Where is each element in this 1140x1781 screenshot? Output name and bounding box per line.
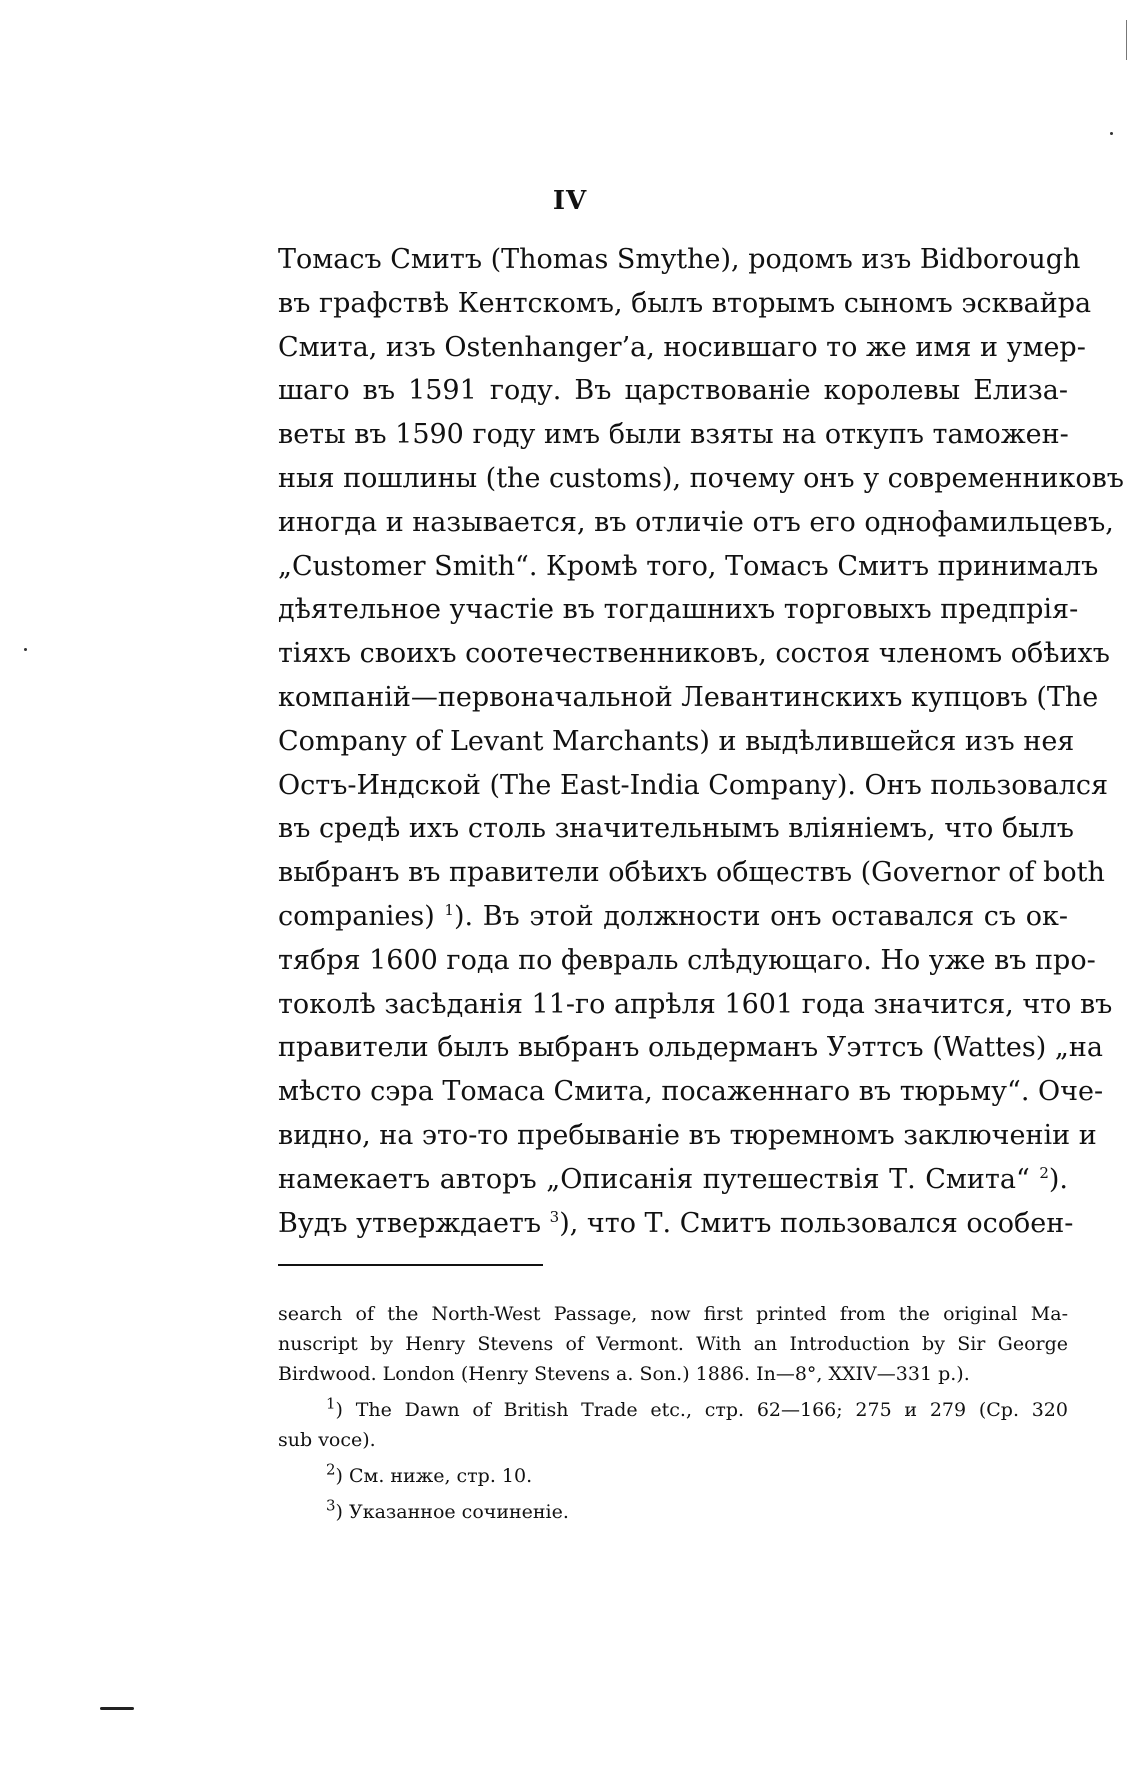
footnote-1-continuation: sub voce). bbox=[278, 1429, 376, 1451]
footnote-1 bbox=[278, 1395, 1068, 1425]
text-segment: намекаетъ авторъ „Описанія путешествія Т. Смита“ bbox=[278, 1163, 1030, 1195]
text-line-with-ref bbox=[278, 1202, 1074, 1246]
footnote-ref-3: 3 bbox=[549, 1207, 560, 1226]
text-segment: ). bbox=[1048, 1163, 1068, 1195]
text-line: тября 1600 года по февраль слѣдующаго. Но уже въ про- bbox=[278, 944, 1096, 976]
footnote-text: ) The Dawn of British Trade etc., стр. 62—166; 275 и 279 (Ср. 320 bbox=[335, 1399, 1068, 1421]
text-segment: companies) bbox=[278, 900, 435, 932]
text-line: ныя пошлины (the customs), почему онъ у современниковъ bbox=[278, 462, 1124, 494]
footnote-text: ) Указанное сочиненіе. bbox=[335, 1501, 569, 1523]
footnotes bbox=[278, 1299, 1068, 1527]
text-line: Томасъ Смитъ (Thomas Smythe), родомъ изъ Bidborough bbox=[278, 244, 1081, 275]
footnote-marker: 3 bbox=[326, 1496, 336, 1515]
footnote-text: ) См. ниже, стр. 10. bbox=[335, 1465, 533, 1487]
footnote-separator bbox=[278, 1264, 543, 1266]
scan-speck bbox=[1110, 132, 1113, 135]
text-line: дѣятельное участіе въ тогдашнихъ торговыхъ предпрія- bbox=[278, 594, 1079, 626]
footnote-marker: 1 bbox=[326, 1394, 336, 1413]
text-segment: Вудъ утверждаетъ bbox=[278, 1207, 542, 1239]
text-line: тіяхъ своихъ соотечественниковъ, состоя членомъ обѣихъ bbox=[278, 638, 1110, 670]
text-line: иногда и называется, въ отличіе отъ его однофамильцевъ, bbox=[278, 506, 1114, 538]
page-number: IV bbox=[552, 186, 588, 216]
text-line: „Customer Smith“. Кромѣ того, Томасъ Смитъ принималъ bbox=[278, 550, 1099, 582]
footnote-continuation-line: search of the North-West Passage, now first printed from the original Ma- bbox=[278, 1303, 1068, 1325]
text-line: въ графствѣ Кентскомъ, былъ вторымъ сыномъ эсквайра bbox=[278, 287, 1092, 319]
text-segment: ), что Т. Смитъ пользовался особен- bbox=[559, 1207, 1074, 1239]
page-edge-mark bbox=[1126, 20, 1127, 60]
text-line: Company of Levant Marchants) и выдѣлившейся изъ нея bbox=[278, 725, 1075, 757]
footnote-continuation-line: nuscript by Henry Stevens of Vermont. With an Introduction by Sir George bbox=[278, 1333, 1068, 1355]
text-line: токолѣ засѣданія 11-го апрѣля 1601 года значится, что въ bbox=[278, 988, 1113, 1020]
text-line: Смита, изъ Ostenhanger’a, носившаго то же имя и умер- bbox=[278, 331, 1086, 363]
scan-speck bbox=[24, 648, 27, 651]
text-segment: ). Въ этой должности онъ оставался съ ок- bbox=[453, 900, 1068, 932]
text-line: видно, на это-то пребываніе въ тюремномъ заключеніи и bbox=[278, 1119, 1097, 1151]
scan-mark bbox=[100, 1707, 134, 1710]
text-line: Остъ-Индской (The East-India Company). Онъ пользовался bbox=[278, 769, 1109, 801]
text-line: компаній—первоначальной Левантинскихъ купцовъ (The bbox=[278, 681, 1099, 713]
footnote-3 bbox=[278, 1497, 1068, 1527]
footnote-marker: 2 bbox=[326, 1460, 336, 1479]
text-line: выбранъ въ правители обѣихъ обществъ (Governor of both bbox=[278, 857, 1105, 889]
main-text bbox=[278, 238, 1124, 1245]
footnote-continuation-line: Birdwood. London (Henry Stevens a. Son.) 1886. In—8°, XXIV—331 p.). bbox=[278, 1363, 970, 1385]
footnote-2 bbox=[278, 1461, 1068, 1491]
text-line-with-ref bbox=[278, 1158, 1068, 1202]
text-line: въ средѣ ихъ столь значительнымъ вліяніемъ, что былъ bbox=[278, 813, 1074, 845]
footnote-ref-2: 2 bbox=[1039, 1163, 1049, 1182]
text-line: мѣсто сэра Томаса Смита, посаженнаго въ тюрьму“. Оче- bbox=[278, 1076, 1104, 1108]
text-line: веты въ 1590 году имъ были взяты на откупъ таможен- bbox=[278, 419, 1069, 451]
text-line-with-ref bbox=[278, 895, 1068, 939]
text-line: шаго въ 1591 году. Въ царствованіе королевы Елиза- bbox=[278, 375, 1068, 407]
text-line: правители былъ выбранъ ольдерманъ Уэттсъ (Wattes) „на bbox=[278, 1032, 1103, 1064]
footnote-ref-1: 1 bbox=[444, 900, 454, 919]
